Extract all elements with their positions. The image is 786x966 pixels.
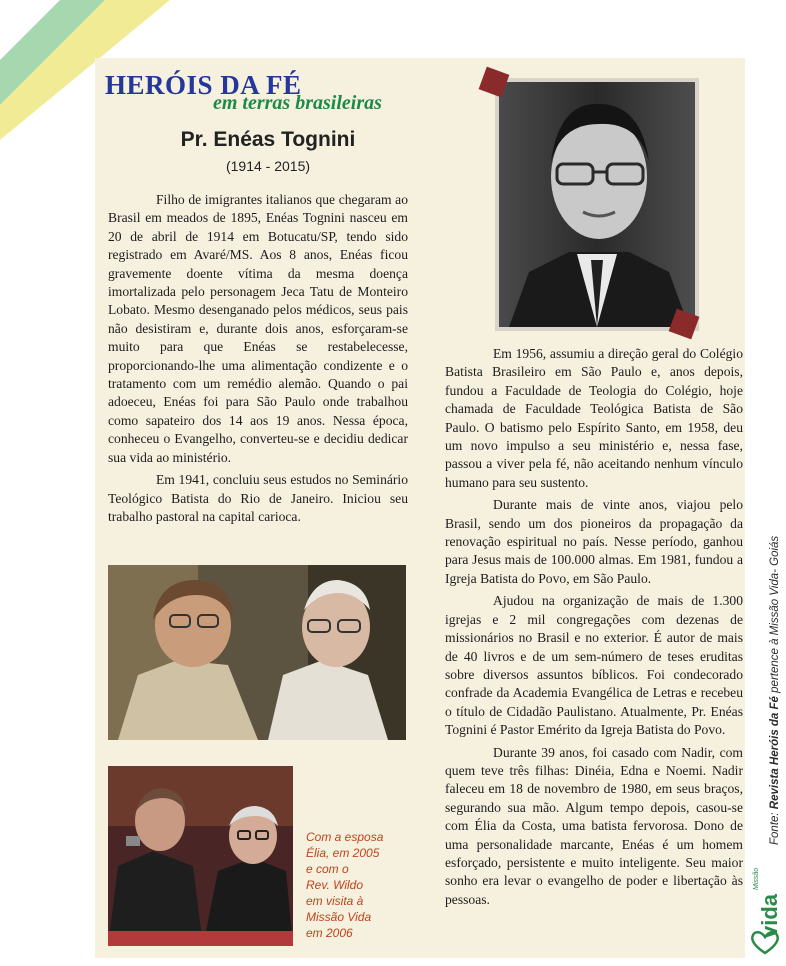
paragraph: Ajudou na organização de mais de 1.300 igrejas e 2 mil congregações com dezenas de missionários no Brasil e no exterior. É autor de mais de 40 livros e de um sem-número de teses eruditas sobre diversos assuntos bíblicos. Foi condecorado confrade da Academia Evangélica de Letras e recebeu o título de Cidadão Paulistano. Atualmente, Pr. Enéas Tognini é Pastor Emérito da Igreja Batista do Povo. bbox=[445, 593, 743, 738]
logo-text: vida bbox=[757, 893, 782, 938]
caption-line: Com a esposa bbox=[306, 830, 384, 844]
paragraph: Durante 39 anos, foi casado com Nadir, com quem teve três filhas: Dinéia, Edna e Noemi. Nadir faleceu em 18 de novembro de 1980, em seus braços, segurando sua mão. Algum tempo depois, casou-se com Élia da Costa, uma batista fervorosa. Dono de uma personalidade marcante, Enéas é um homem esforçado, persistente e muito inteligente. Seu maior sonho era levar o evangelho de poder e libertação às pessoas. bbox=[445, 744, 743, 907]
right-column bbox=[445, 345, 743, 913]
section-subtitle: em terras brasileiras bbox=[213, 92, 382, 114]
logo-small-text: Missão bbox=[753, 867, 760, 890]
credit-source: Revista Heróis da Fé bbox=[769, 696, 781, 810]
article-years: (1914 - 2015) bbox=[225, 158, 311, 174]
photo-caption bbox=[306, 829, 416, 941]
paragraph: Durante mais de vinte anos, viajou pelo Brasil, sendo um dos pioneiros da propagação da renovação espiritual no país. Nesse período, ganhou para Jesus mais de 100.000 almas. Em 1981, fundou a Igreja Batista do Povo, em São Paulo. bbox=[445, 497, 743, 586]
credit-suffix: pertence à Missão Vida- Goiás bbox=[769, 535, 781, 697]
caption-line: em 2006 bbox=[306, 926, 353, 940]
source-credit bbox=[769, 536, 781, 845]
couple-photo bbox=[108, 565, 406, 740]
caption-line: em visita à bbox=[306, 894, 364, 908]
paragraph: Em 1941, concluiu seus estudos no Seminário Teológico Batista do Rio de Janeiro. Iniciou seu trabalho pastoral na capital carioca. bbox=[108, 472, 408, 524]
article-name: Pr. Enéas Tognini bbox=[180, 128, 356, 151]
section-title: HERÓIS DA FÉ bbox=[105, 70, 302, 100]
caption-line: Rev. Wildo bbox=[306, 878, 364, 892]
caption-line: Missão Vida bbox=[306, 910, 372, 924]
paragraph: Filho de imigrantes italianos que chegaram ao Brasil em meados de 1895, Enéas Tognini nasceu em 20 de abril de 1914 em Botucatu/SP, tendo sido registrado em Avaré/MS. Aos 8 anos, Enéas ficou gravemente doente vítima da mesma doença imortalizada pelo personagem Jeca Tatu de Monteiro Lobato. Mesmo desenganado pelos médicos, seus pais não desistiram e, durante dois anos, esforçaram-se muito para que Enéas se restabelecesse, proporcionando-lhe uma alimentação condizente e o tratamento com um remédio alemão. Quando o pai adoeceu, Enéas foi para São Paulo onde trabalhou como sapateiro dos 14 aos 19 anos. Nessa época, conheceu o Evangelho, converteu-se e decidiu dedicar sua vida ao ministério. bbox=[108, 192, 408, 465]
left-column bbox=[108, 191, 408, 530]
portrait-photo bbox=[495, 78, 699, 331]
caption-line: e com o bbox=[306, 862, 349, 876]
speech-photo bbox=[108, 766, 293, 946]
caption-line: Élia, em 2005 bbox=[306, 846, 380, 860]
paragraph: Em 1956, assumiu a direção geral do Colégio Batista Brasileiro em São Paulo e, anos depois, fundou a Faculdade de Teologia do Colégio, hoje chamada de Faculdade Teológica Batista de São Paulo. O batismo pelo Espírito Santo, em 1958, deu um novo impulso a seu ministério e, nessa fase, passou a viver pela fé, não aceitando nenhum vínculo humano para seu sustento. bbox=[445, 346, 743, 490]
credit-prefix: Fonte: bbox=[769, 809, 781, 845]
